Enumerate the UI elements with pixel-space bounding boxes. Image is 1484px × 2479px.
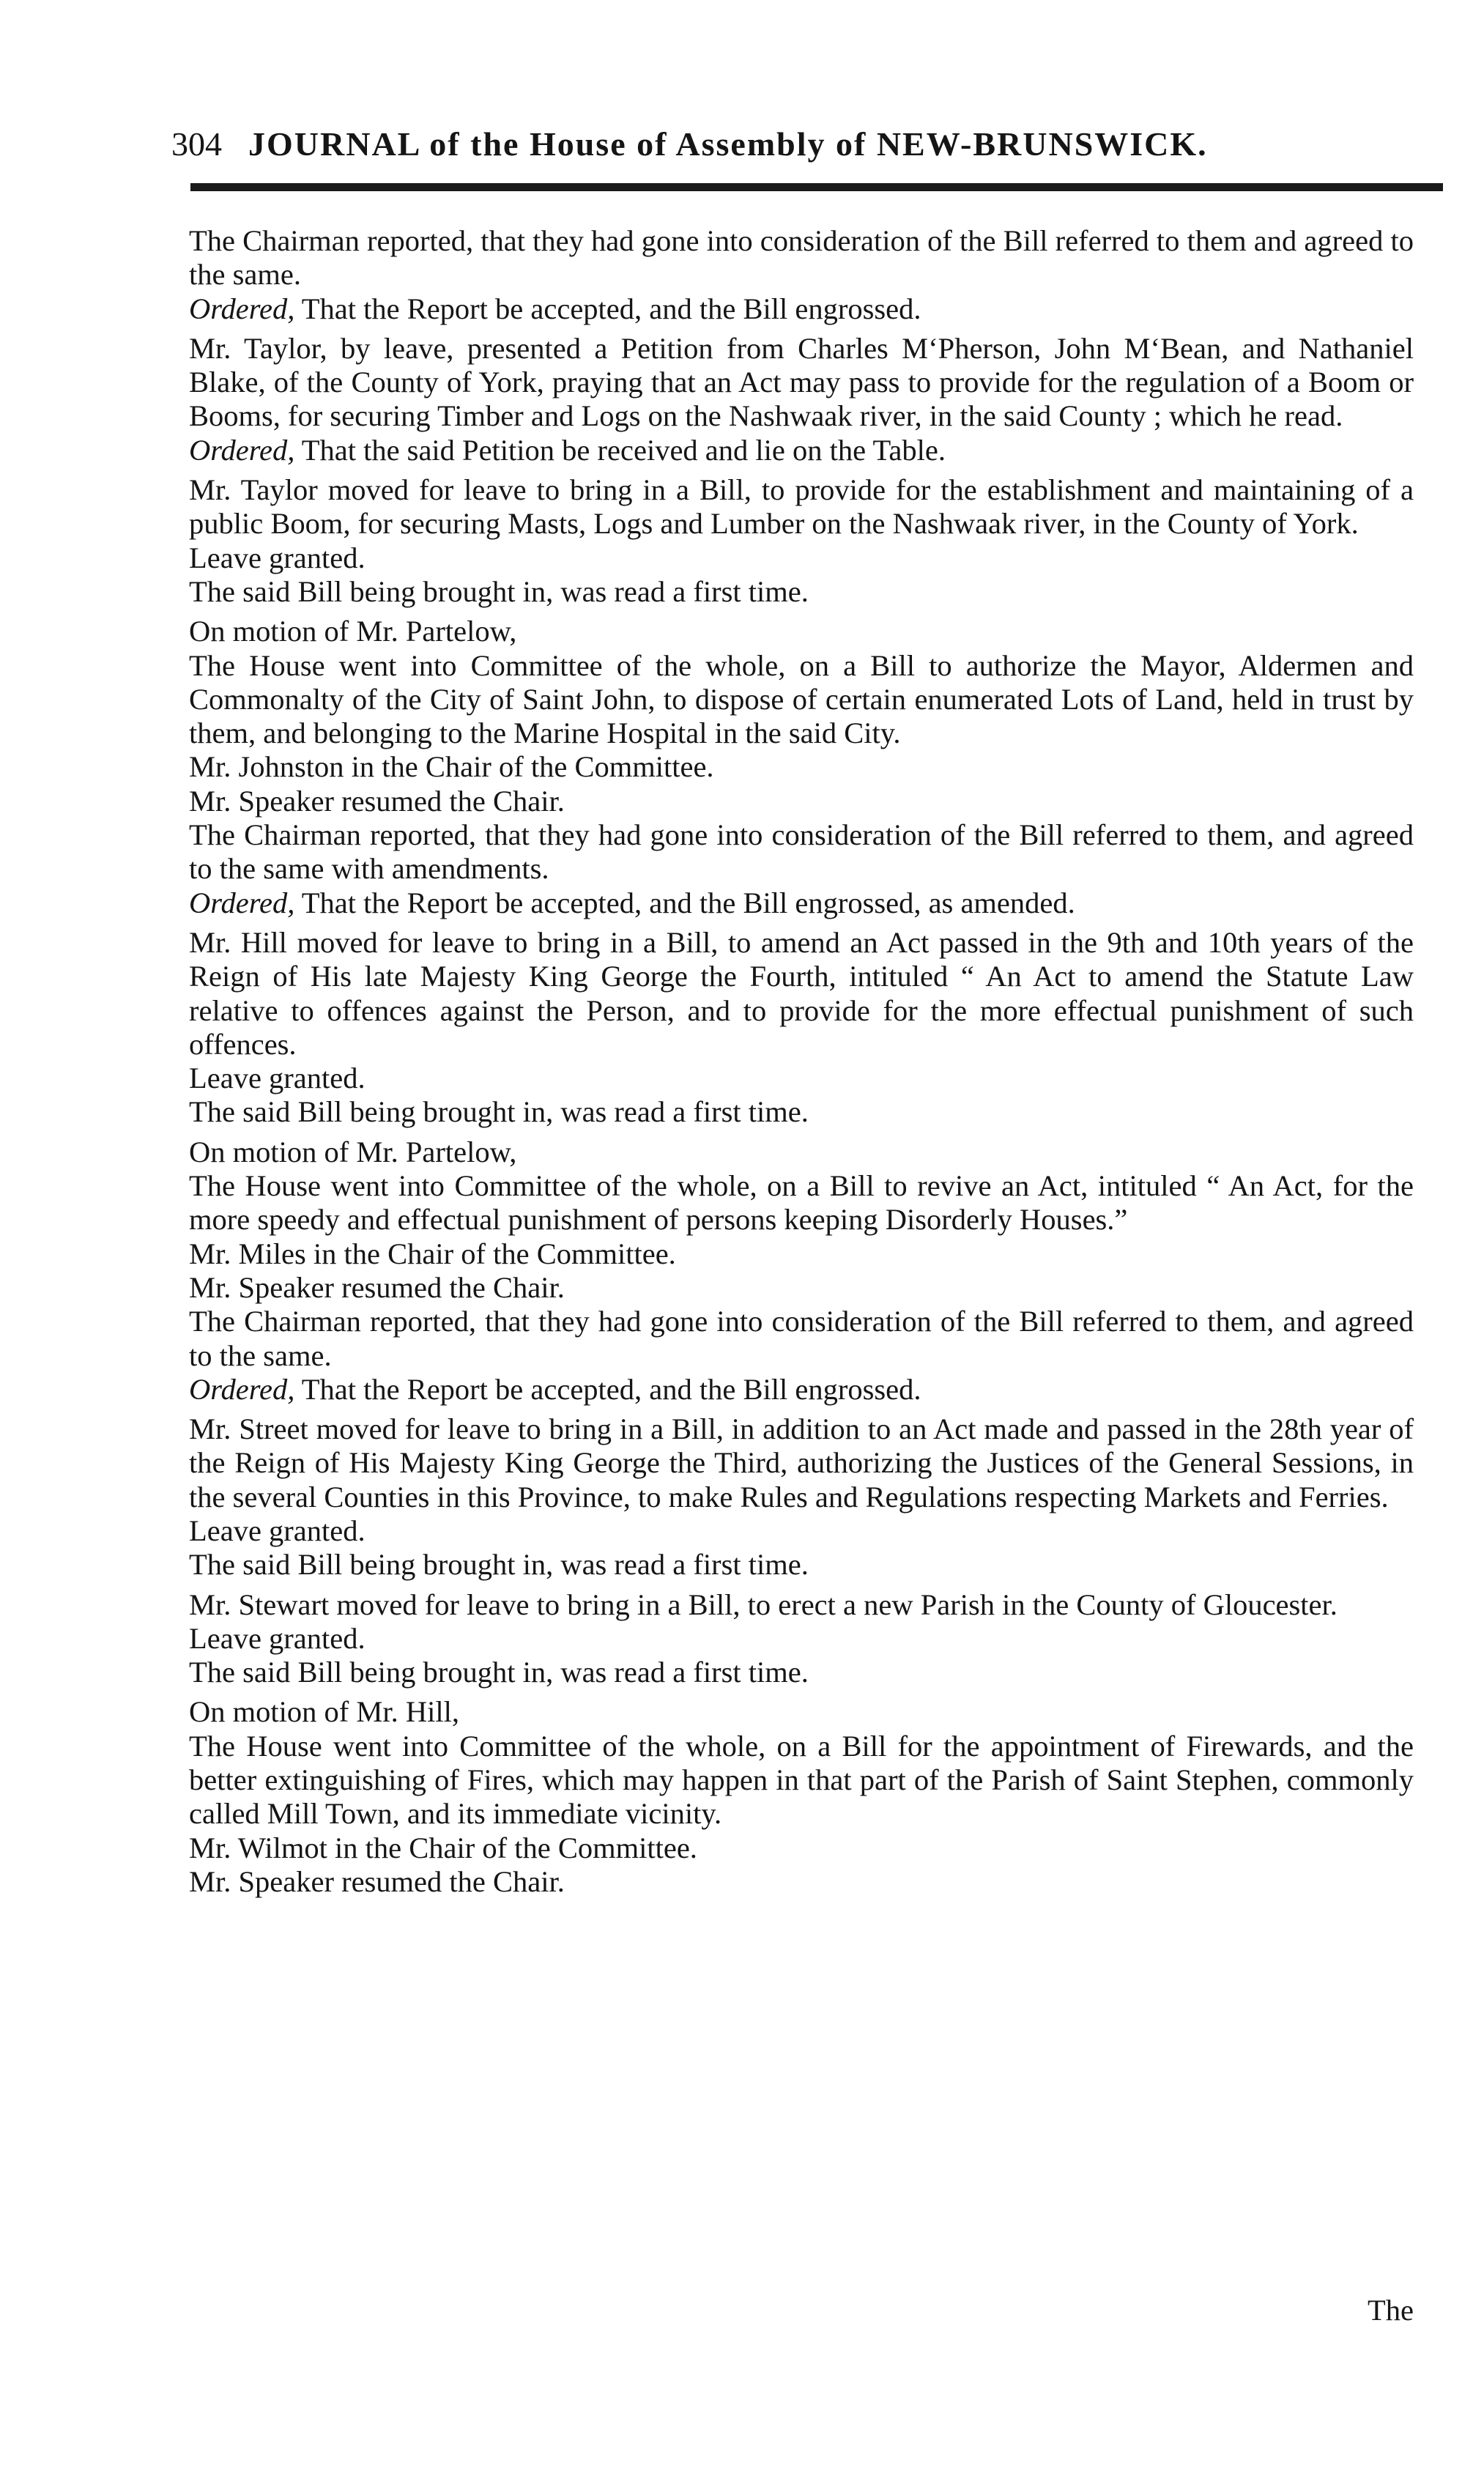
catchword: The [1368,2294,1414,2327]
entry-text: That the Report be accepted, and the Bill engrossed. [294,292,921,325]
entry-text: That the Report be accepted, and the Bill engrossed, as amended. [294,886,1075,919]
entry-text: The said Bill being brought in, was read a first time. [189,1548,809,1582]
journal-entry [189,1865,1414,1899]
journal-entry [189,224,1414,292]
journal-entry [189,1061,1414,1095]
journal-entry [189,473,1414,541]
entry-text: Mr. Taylor, by leave, presented a Petition from Charles M‘Pherson, John M‘Bean, and Nathaniel Blake, of the County of York, praying that an Act may pass to provide for the regulation of a Boom or Booms, for securing Timber and Logs on the Nashwaak river, in the said County ; which he read. [189,331,1414,433]
entry-text: Mr. Wilmot in the Chair of the Committee. [189,1831,697,1864]
journal-entry [189,1730,1414,1831]
entry-text: Mr. Johnston in the Chair of the Committee. [189,750,714,784]
journal-entry [189,649,1414,751]
journal-entry [189,1412,1414,1514]
journal-entry [189,1622,1414,1656]
header-rule [190,183,1443,191]
entry-text: Mr. Speaker resumed the Chair. [189,784,565,818]
journal-entry [189,1271,1414,1305]
entry-text: Mr. Taylor moved for leave to bring in a Bill, to provide for the establishment and maintaining of a public Boom, for securing Masts, Logs and Lumber on the Nashwaak river, in the County of York. [189,473,1414,541]
journal-entry [189,1135,1414,1169]
entry-text: On motion of Mr. Hill, [189,1695,460,1729]
ordered-entry [189,886,1414,920]
journal-entry [189,575,1414,609]
ordered-entry [189,292,1414,326]
entry-text: Mr. Street moved for leave to bring in a Bill, in addition to an Act made and passed in the 28th year of the Reign of His Majesty King George the Third, authorizing the Justices of the General Sessions, in the several Counties in this Province, to make Rules and Regulations respecting Markets and Ferries. [189,1412,1414,1513]
entry-text: The said Bill being brought in, was read a first time. [189,574,809,608]
entry-text: Mr. Speaker resumed the Chair. [189,1864,565,1898]
journal-entry [189,1169,1414,1237]
ordered-label: Ordered, [189,886,295,919]
ordered-label: Ordered, [189,1372,295,1406]
ordered-entry [189,434,1414,467]
entry-text: On motion of Mr. Partelow, [189,1135,517,1168]
ordered-entry [189,1373,1414,1407]
journal-entry [189,1656,1414,1689]
journal-entry [189,750,1414,784]
entry-text: The said Bill being brought in, was read a first time. [189,1095,809,1129]
entry-text: That the said Petition be received and lie on the Table. [294,433,946,467]
entry-text: On motion of Mr. Partelow, [189,615,517,648]
journal-entry [189,541,1414,575]
entry-text: The Chairman reported, that they had gone into consideration of the Bill referred to them, and agreed to the same. [189,1305,1414,1372]
ordered-label: Ordered, [189,292,295,325]
entry-text: The House went into Committee of the whole, on a Bill for the appointment of Firewards, and the better extinguishing of Fires, which may happen in that part of the Parish of Saint Stephen, commonly called Mill Town, and its immediate vicinity. [189,1729,1414,1831]
entry-text: The Chairman reported, that they had gone into consideration of the Bill referred to them, and agreed to the same with amendments. [189,818,1414,886]
journal-entry [189,1588,1414,1622]
entry-text: Leave granted. [189,1513,366,1547]
journal-entry [189,615,1414,648]
journal-entry [189,1514,1414,1548]
journal-entry [189,1548,1414,1582]
journal-entry [189,332,1414,434]
entry-text: The Chairman reported, that they had gone into consideration of the Bill referred to them and agreed to the same. [189,224,1414,292]
journal-entry [189,1237,1414,1271]
entry-text: The House went into Committee of the whole, on a Bill to revive an Act, intituled “ An Act, for the more speedy and effectual punishment of persons keeping Disorderly Houses.” [189,1169,1414,1237]
entry-text: Mr. Stewart moved for leave to bring in a Bill, to erect a new Parish in the County of Gloucester. [189,1587,1338,1621]
entry-text: Leave granted. [189,541,366,574]
entry-text: That the Report be accepted, and the Bill engrossed. [294,1372,921,1406]
journal-entry [189,1695,1414,1729]
entry-text: Leave granted. [189,1061,366,1095]
page-header-title: JOURNAL of the House of Assembly of NEW-BRUNSWICK. [248,125,1208,163]
entry-text: The House went into Committee of the whole, on a Bill to authorize the Mayor, Aldermen and Commonalty of the City of Saint John, to dispose of certain enumerated Lots of Land, held in trust by them, and belonging to the Marine Hospital in the said City. [189,648,1414,750]
journal-entry [189,785,1414,818]
journal-entry [189,1095,1414,1129]
entry-text: Mr. Miles in the Chair of the Committee. [189,1237,676,1270]
entry-text: Mr. Speaker resumed the Chair. [189,1270,565,1304]
entry-text: Mr. Hill moved for leave to bring in a Bill, to amend an Act passed in the 9th and 10th years of the Reign of His late Majesty King George the Fourth, intituled “ An Act to amend the Statute Law relative to offences against the Person, and to provide for the more effectual punishment of such offences. [189,925,1414,1061]
entry-text: Leave granted. [189,1621,366,1655]
ordered-label: Ordered, [189,433,295,467]
page-number: 304 [171,125,222,163]
journal-entry [189,1305,1414,1373]
journal-entry [189,926,1414,1061]
journal-entry [189,1831,1414,1865]
journal-entry [189,818,1414,886]
running-header [171,125,1417,176]
entry-text: The said Bill being brought in, was read a first time. [189,1656,809,1689]
journal-body [189,224,1414,1899]
